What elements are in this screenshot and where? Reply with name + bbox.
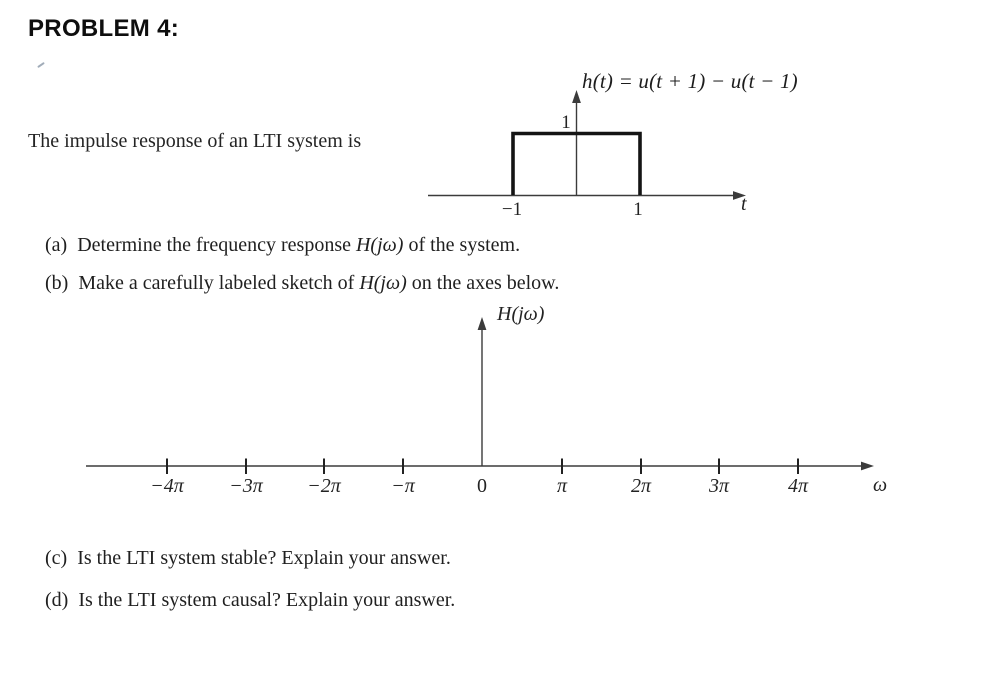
pulse-time-axis-label: t	[741, 193, 747, 215]
page-title: PROBLEM 4:	[28, 15, 180, 42]
question-d-label: (d)	[45, 589, 69, 611]
question-d	[45, 589, 455, 612]
impulse-response-equation: h(t) = u(t + 1) − u(t − 1)	[582, 69, 798, 93]
question-b-text-post: on the axes below.	[406, 272, 560, 294]
question-a-math: H(jω)	[355, 234, 404, 256]
tick-label-4pi: 4π	[787, 475, 809, 497]
question-b-text-pre: Make a carefully labeled sketch of	[78, 272, 360, 294]
question-c-label: (c)	[45, 547, 68, 569]
tick-label-zero: 0	[477, 475, 487, 497]
sketch-axes-figure	[86, 303, 887, 497]
question-d-text-pre: Is the LTI system causal? Explain your answer.	[78, 589, 456, 611]
tick-label-3pi: 3π	[708, 475, 730, 497]
intro-text: The impulse response of an LTI system is	[28, 130, 362, 152]
question-b-math: H(jω)	[359, 272, 407, 294]
question-a-label: (a)	[45, 234, 68, 256]
question-a	[45, 234, 520, 257]
question-c	[45, 547, 451, 570]
magnitude-axis-arrow-icon	[478, 317, 487, 330]
question-b	[45, 272, 559, 295]
question-a-text-pre: Determine the frequency response	[77, 234, 356, 256]
omega-axis-label: ω	[873, 474, 888, 496]
pulse-height-label: 1	[561, 112, 571, 133]
tick-label-pi: π	[556, 475, 568, 497]
tick-label-2pi: 2π	[630, 475, 652, 497]
question-c-text-pre: Is the LTI system stable? Explain your answer.	[77, 547, 451, 569]
question-a-text-post: of the system.	[403, 234, 521, 256]
pulse-left-edge-label: −1	[501, 199, 523, 220]
tick-label-neg4pi: −4π	[150, 475, 184, 497]
pulse-figure	[428, 90, 747, 220]
tick-label-neg3pi: −3π	[229, 475, 263, 497]
question-b-label: (b)	[45, 272, 69, 294]
magnitude-axis-label: H(jω)	[497, 303, 545, 325]
tick-label-negpi: −π	[391, 475, 415, 497]
omega-axis-arrow-icon	[861, 462, 874, 471]
tick-label-neg2pi: −2π	[307, 475, 341, 497]
pulse-right-edge-label: 1	[633, 199, 643, 220]
pulse-amplitude-axis-arrow-icon	[572, 90, 581, 103]
